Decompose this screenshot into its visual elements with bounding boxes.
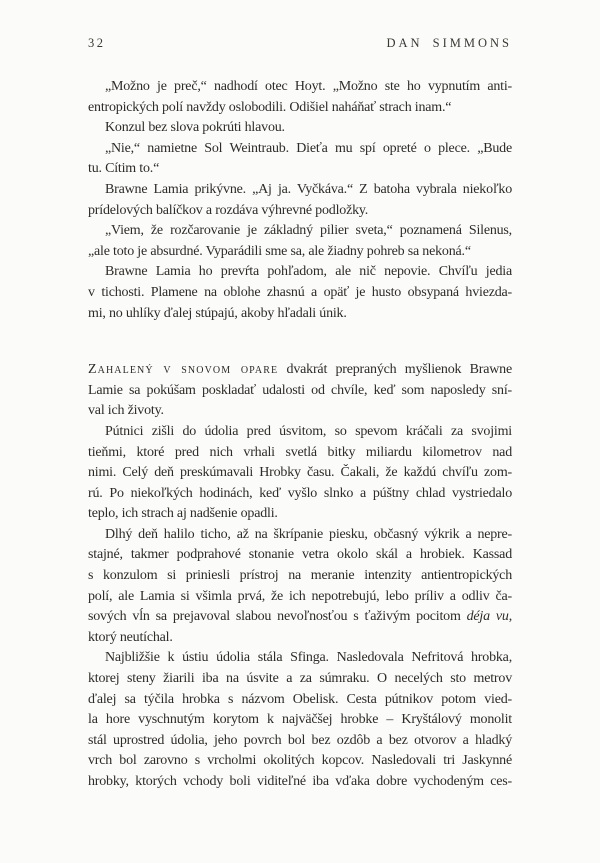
text-line <box>88 566 512 587</box>
paragraph <box>88 360 512 422</box>
text-segment: v tichosti. Plamene na oblohe zhasnú a opäť je husto obsypaná hviezda- <box>88 284 512 300</box>
text-line-content <box>105 120 285 135</box>
text-line <box>88 381 512 402</box>
text-line <box>88 669 512 690</box>
paragraph <box>88 118 512 139</box>
text-line-content <box>88 630 173 645</box>
text-line-content <box>105 424 512 439</box>
text-line <box>88 772 512 793</box>
text-line <box>88 545 512 566</box>
text-line-content <box>105 527 512 542</box>
text-segment: stajné, takmer podprahové stonanie vetra okolo skál a hrobiek. Kassad <box>88 547 512 563</box>
text-line <box>88 710 512 731</box>
text-line-content <box>88 774 512 789</box>
text-line <box>88 304 512 325</box>
text-line-content <box>88 671 512 686</box>
text-segment: dvakrát prepraných myšlienok Brawne <box>278 362 512 378</box>
text-segment: ktorej steny žiarili iba na úsvite a za súmraku. O necelých sto metrov <box>88 671 512 687</box>
paragraph <box>88 180 512 221</box>
text-segment: s konzulom si priniesli prístroj na meranie intenzity antientropických <box>88 568 512 584</box>
text-line-content <box>88 161 159 176</box>
text-segment: Lamie sa pokúšam poskladať udalosti od chvíle, keď som naposledy sní- <box>88 382 512 398</box>
text-line-content <box>88 100 451 115</box>
text-line <box>88 751 512 772</box>
paragraph <box>88 77 512 118</box>
text-segment: hrobky, ktorých vchody boli viditeľné iba vďaka dobre vychodeným ces- <box>88 774 512 789</box>
text-line <box>88 98 512 119</box>
paragraph <box>88 262 512 324</box>
text-line-content <box>88 609 512 624</box>
text-line-content <box>105 264 512 279</box>
text-line <box>88 118 512 139</box>
small-caps-lead: Zahalený v snovom opare <box>88 362 279 378</box>
text-line <box>88 443 512 464</box>
text-segment: tieňmi, ktoré pred nich vrhali svetlá bitky miliardu kilometrov nad <box>88 444 512 460</box>
paragraph <box>88 221 512 262</box>
text-segment: vrch bol zarovno s vrcholmi okolitých kopcov. Nasledovali tri Jaskynné <box>88 753 512 769</box>
text-segment: Brawne Lamia prikývne. „Aj ja. Vyčkáva.“ Z batoha vybrala niekoľko <box>105 181 512 197</box>
text-line <box>88 180 512 201</box>
text-line <box>88 504 512 525</box>
paragraph <box>88 525 512 649</box>
text-segment: Dlhý deň halilo ticho, až na škrípanie piesku, občasný výkrik a nepre- <box>105 526 512 542</box>
text-line <box>88 648 512 669</box>
text-line-content <box>88 733 512 748</box>
text-line-content <box>88 445 512 460</box>
text-line <box>88 159 512 180</box>
page-body <box>88 77 512 793</box>
text-line-content <box>88 692 512 707</box>
text-line-content <box>88 465 512 480</box>
text-segment: nimi. Celý deň preskúmavali Hrobky času. Čakali, že každú chvíľu zom- <box>88 465 512 481</box>
text-line <box>88 463 512 484</box>
text-segment: stál uprostred údolia, jeho povrch bol bez ozdôb a bez otvorov a hladký <box>88 732 512 748</box>
text-segment: sových vĺn sa prejavoval slabou nevoľnosťou s ťaživým pocitom <box>88 609 467 625</box>
text-segment: mi, no uhlíky ďalej stúpajú, akoby hľadali únik. <box>88 305 347 321</box>
text-line-content <box>88 285 512 300</box>
text-segment: tu. Cítim to.“ <box>88 161 160 177</box>
text-line <box>88 587 512 608</box>
text-segment: „Viem, že rozčarovanie je základný pilier sveta,“ poznamená Silenus, <box>105 223 512 239</box>
paragraph <box>88 422 512 525</box>
text-segment: teplo, ich strach aj nadšenie opadli. <box>88 506 278 522</box>
text-line-content <box>105 182 512 197</box>
text-line <box>88 221 512 242</box>
text-line-content <box>88 403 164 418</box>
italic-text: déja vu <box>466 609 509 625</box>
text-line <box>88 283 512 304</box>
text-line-content <box>88 383 512 398</box>
text-line-content <box>88 568 512 583</box>
text-line <box>88 525 512 546</box>
text-segment: val ich životy. <box>88 403 164 419</box>
text-line <box>88 262 512 283</box>
text-line <box>88 201 512 222</box>
text-line <box>88 484 512 505</box>
text-segment: „ale toto je absurdné. Vyparádili sme sa, ale žiadny pohreb sa nekoná.“ <box>88 243 471 259</box>
text-line <box>88 422 512 443</box>
text-line <box>88 628 512 649</box>
text-line <box>88 242 512 263</box>
text-line-content <box>88 506 278 521</box>
text-line <box>88 77 512 98</box>
text-segment: la hore vyschnutým korytom k najväčšej hrobke – Kryštálový monolit <box>88 712 512 728</box>
text-segment: , <box>508 609 512 625</box>
paragraph <box>88 648 512 792</box>
text-line-content <box>88 753 512 768</box>
text-line-content <box>88 244 471 259</box>
text-line <box>88 139 512 160</box>
text-segment: ďalej sa týčila hrobka s názvom Obelisk. Cesta pútnikov potom vied- <box>88 691 512 707</box>
text-line <box>88 731 512 752</box>
text-segment: „Možno je preč,“ nadhodí otec Hoyt. „Možno ste ho vypnutím anti- <box>105 79 512 94</box>
text-line <box>88 607 512 628</box>
text-segment: Brawne Lamia ho prevŕta pohľadom, ale nič nepovie. Chvíľu jedia <box>105 264 512 280</box>
text-line <box>88 690 512 711</box>
text-line <box>88 401 512 422</box>
text-line-content <box>88 306 347 321</box>
text-segment: prídelových balíčkov a rozdáva výhrevné podložky. <box>88 202 369 218</box>
text-segment: Konzul bez slova pokrúti hlavou. <box>105 120 285 136</box>
text-segment: entropických polí navždy oslobodili. Odišiel naháňať strach inam.“ <box>88 99 452 115</box>
text-line-content <box>88 547 512 562</box>
text-line-content <box>105 79 512 94</box>
text-line-content <box>88 486 512 501</box>
text-line-content <box>88 712 512 727</box>
paragraph <box>88 139 512 180</box>
text-segment: Najbližšie k ústiu údolia stála Sfinga. Nasledovala Nefritová hrobka, <box>105 650 512 666</box>
text-line-content <box>105 141 512 156</box>
running-head-author: DAN SIMMONS <box>386 36 512 50</box>
text-line <box>88 360 512 381</box>
text-segment: Pútnici zišli do údolia pred úsvitom, so spevom kráčali za svojimi <box>105 423 512 439</box>
text-segment: polí, ale Lamia si všimla prvá, že ich nepotrebujú, lebo príliv a odliv ča- <box>88 588 512 604</box>
text-line-content <box>88 589 512 604</box>
text-segment: ktorý neutíchal. <box>88 629 173 645</box>
text-segment: rú. Po niekoľkých hodinách, keď vyšlo slnko a púštny chlad vystriedalo <box>88 485 512 501</box>
page-number: 32 <box>88 36 106 50</box>
text-line-content <box>88 362 512 377</box>
text-line-content <box>88 203 368 218</box>
text-line-content <box>105 223 512 238</box>
running-head <box>88 36 512 50</box>
text-segment: „Nie,“ namietne Sol Weintraub. Dieťa mu spí opreté o plece. „Bude <box>105 140 512 156</box>
text-line-content <box>105 650 512 665</box>
